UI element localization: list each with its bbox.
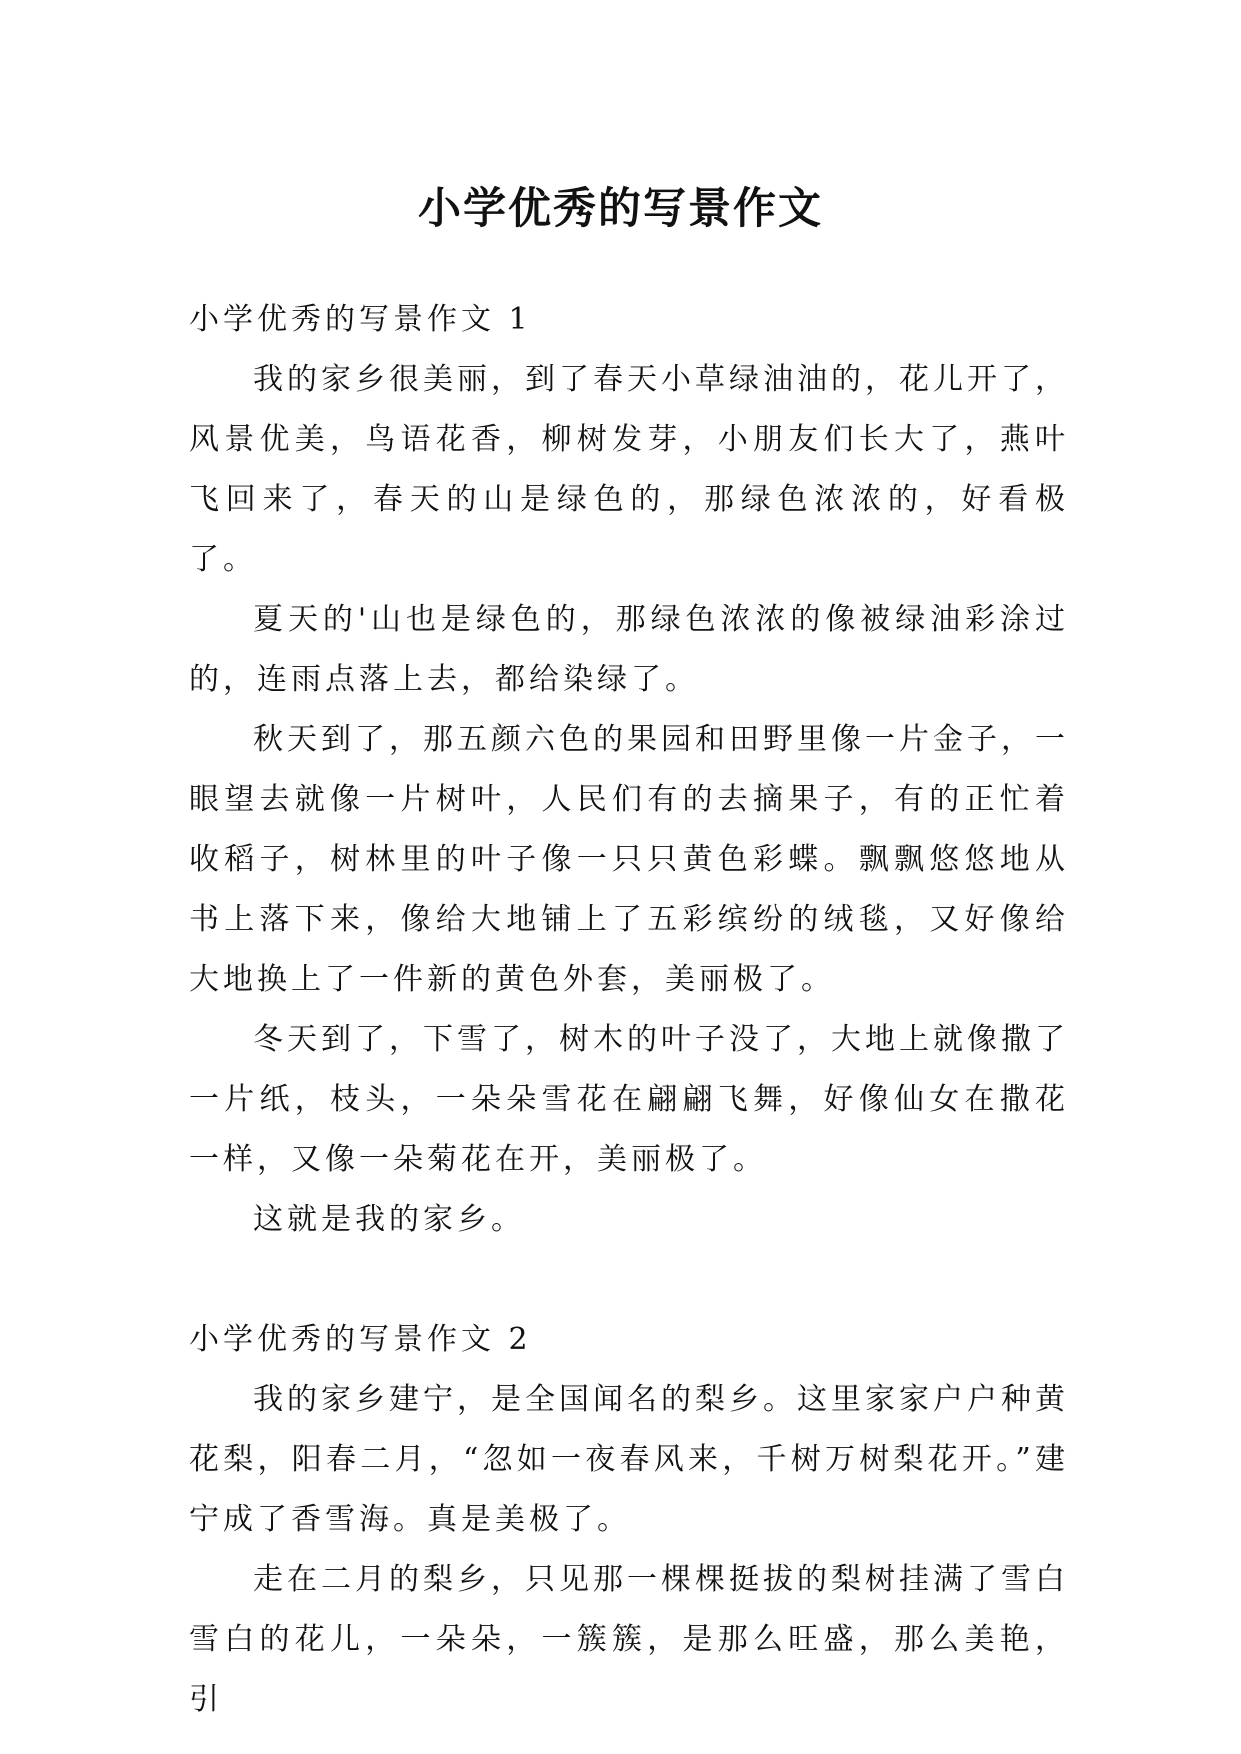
paragraph: 我的家乡很美丽，到了春天小草绿油油的，花儿开了，风景优美，鸟语花香，柳树发芽，小朋友们长大了，燕叶飞回来了，春天的山是绿色的，那绿色浓浓的，好看极了。 xyxy=(189,362,1069,577)
paragraph: 夏天的'山也是绿色的，那绿色浓浓的像被绿油彩涂过的，连雨点落上去，都给染绿了。 xyxy=(189,602,1069,697)
paragraph: 这就是我的家乡。 xyxy=(253,1202,525,1237)
paragraph: 冬天到了，下雪了，树木的叶子没了，大地上就像撒了一片纸，枝头，一朵朵雪花在翩翩飞舞，好像仙女在撒花一样，又像一朵菊花在开，美丽极了。 xyxy=(189,1022,1069,1177)
paragraph: 走在二月的梨乡，只见那一棵棵挺拔的梨树挂满了雪白雪白的花儿，一朵朵，一簇簇，是那么旺盛，那么美艳，引 xyxy=(189,1562,1069,1717)
section-spacer xyxy=(189,1250,1069,1310)
essay-section-1 xyxy=(189,290,1069,1250)
section-heading: 小学优秀的写景作文 1 xyxy=(189,302,532,337)
paragraph: 秋天到了，那五颜六色的果园和田野里像一片金子，一眼望去就像一片树叶，人民们有的去摘果子，有的正忙着收稻子，树林里的叶子像一只只黄色彩蝶。飘飘悠悠地从书上落下来，像给大地铺上了五彩缤纷的绒毯，又好像给大地换上了一件新的黄色外套，美丽极了。 xyxy=(189,722,1069,997)
document-title: 小学优秀的写景作文 xyxy=(418,183,823,234)
paragraph: 我的家乡建宁，是全国闻名的梨乡。这里家家户户种黄花梨，阳春二月，“忽如一夜春风来，千树万树梨花开。”建宁成了香雪海。真是美极了。 xyxy=(189,1382,1069,1537)
section-heading: 小学优秀的写景作文 2 xyxy=(189,1322,532,1357)
document-body xyxy=(189,290,1069,1730)
essay-section-2 xyxy=(189,1310,1069,1730)
